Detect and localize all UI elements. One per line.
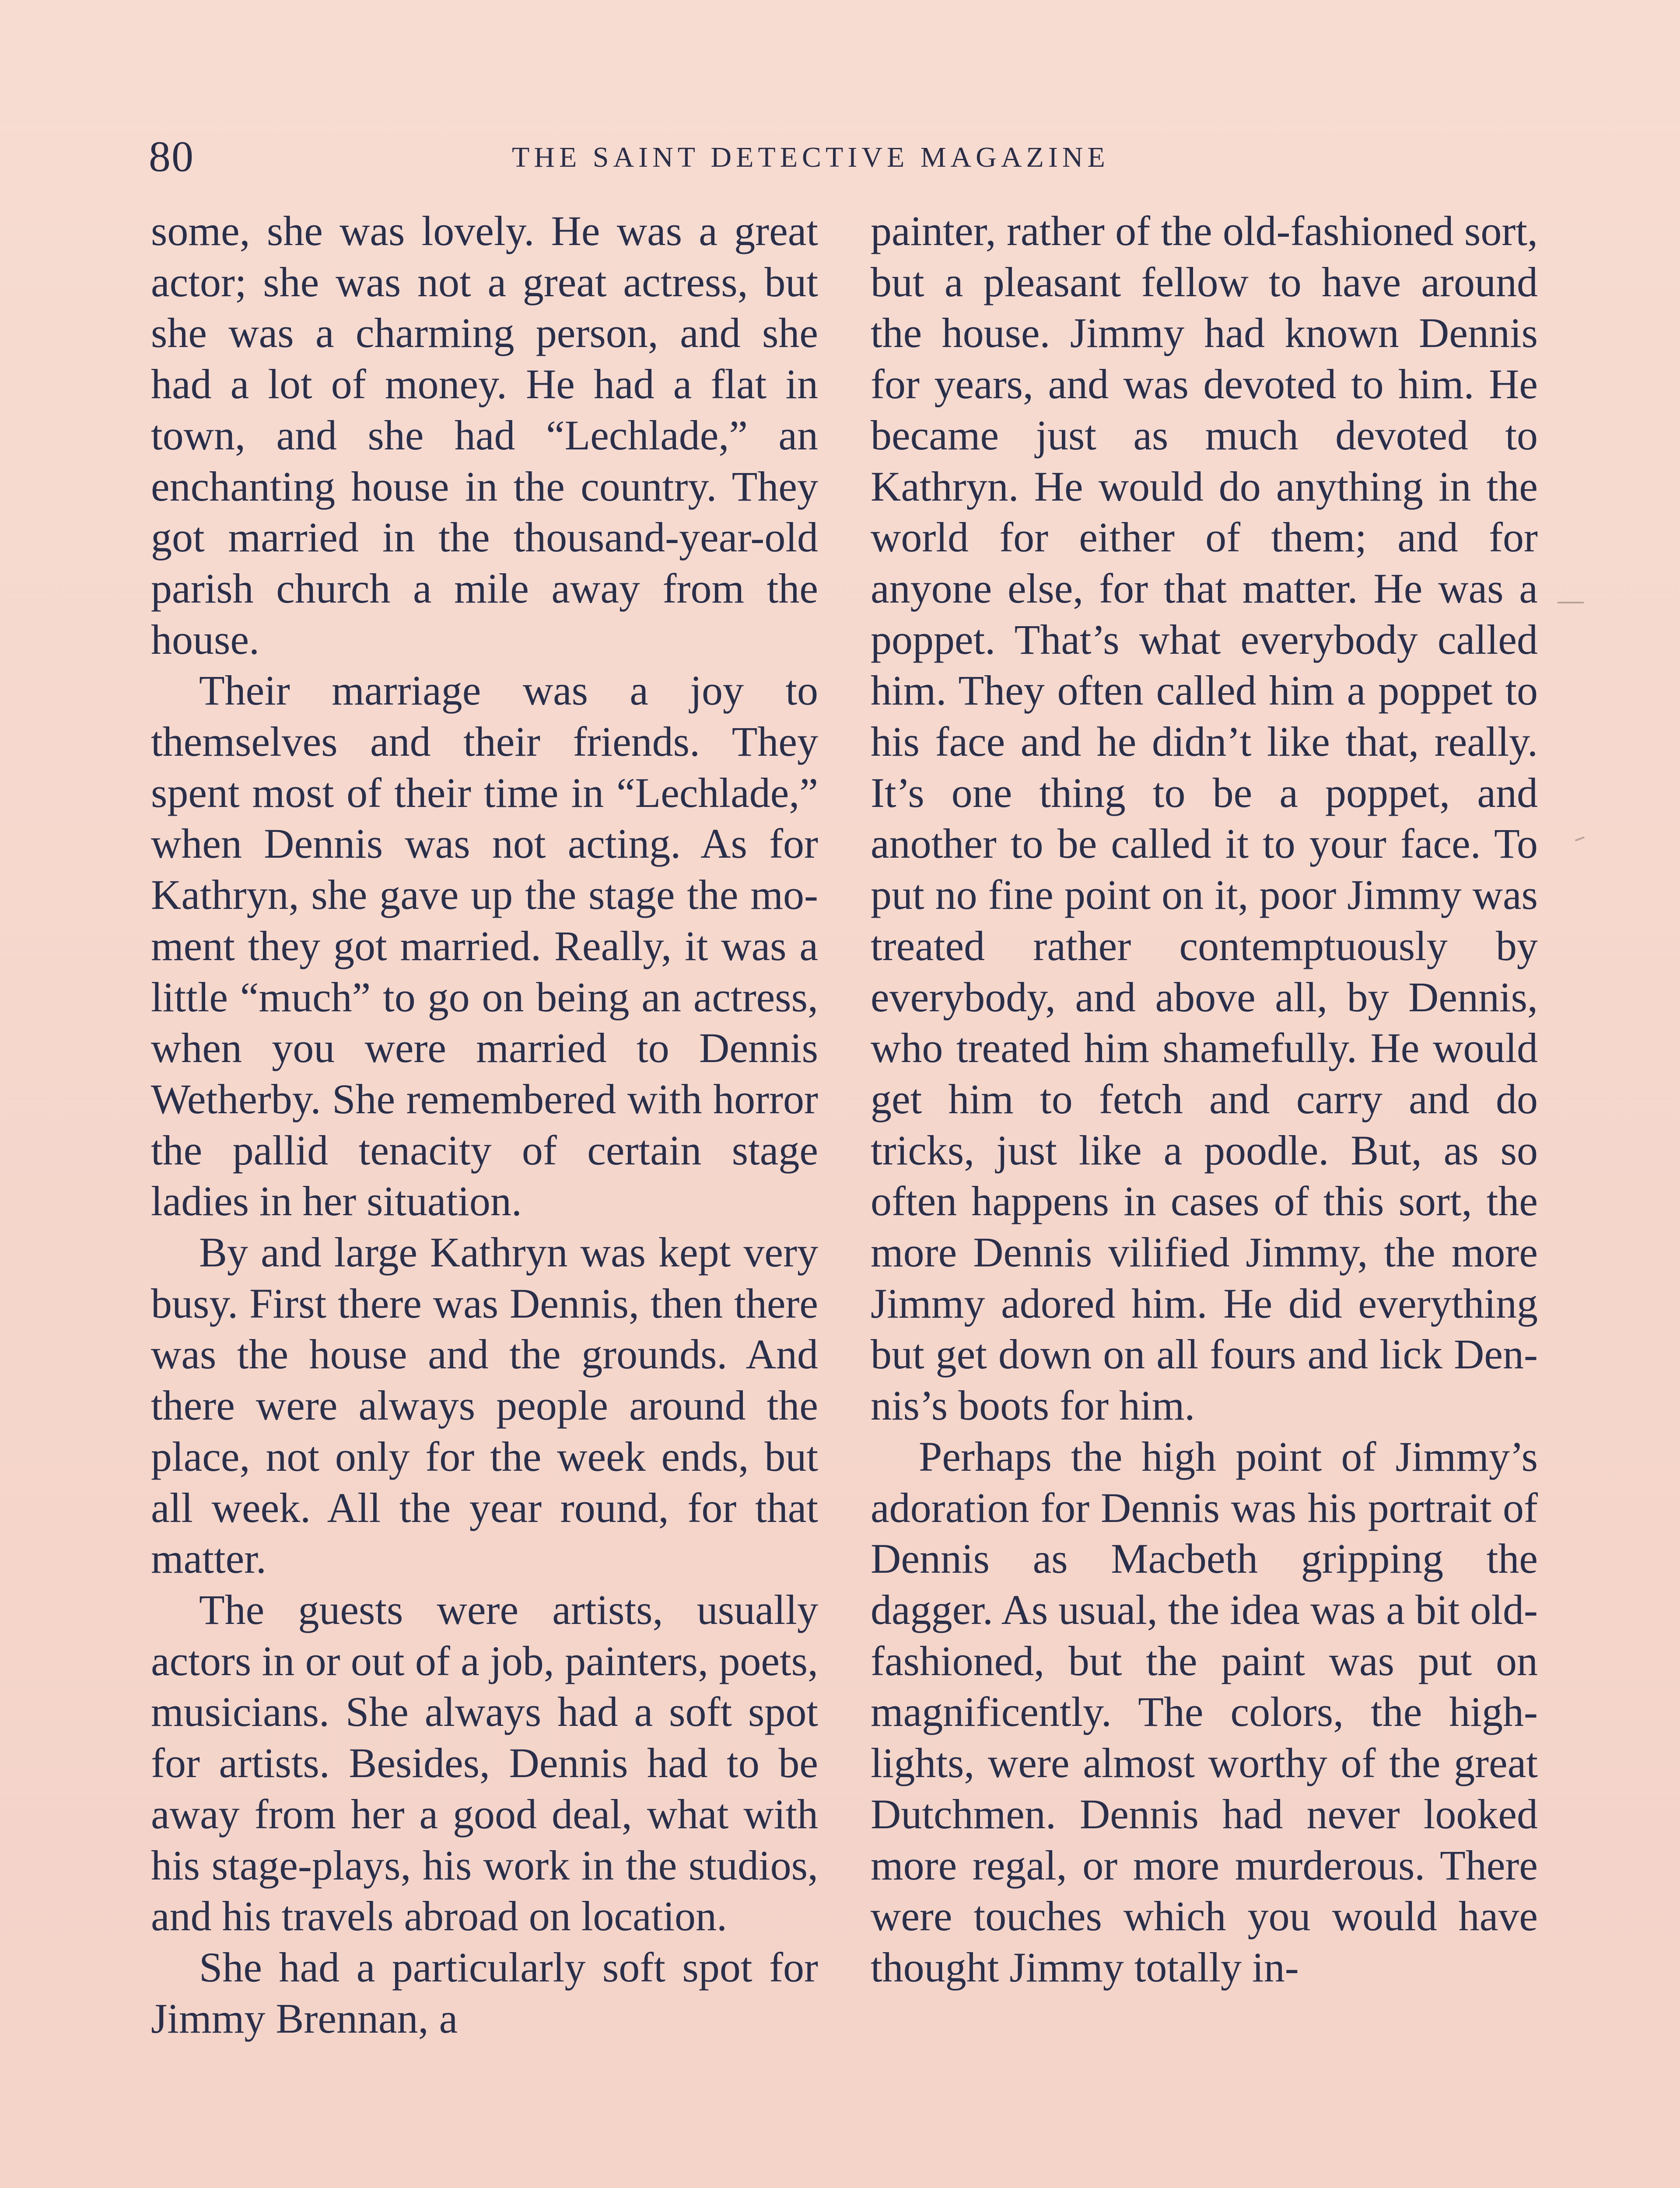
paragraph: She had a particularly soft spot for Jimmy Brennan, a — [151, 1943, 818, 2042]
paragraph: The guests were artists, usually actors in or out of a job, painters, poets, musicians. She always had a soft spot for artists. Besides, Dennis had to be away from her a good deal, what with his stage-plays, his work in the studios, and his travels abroad on location. — [151, 1586, 818, 1940]
paragraph: Perhaps the high point of Jimmy’s adoration for Dennis was his portrait of Dennis as Macbeth gripping the dagger. As usual, the idea was a bit old-fashioned, but the paint was put on magnificently. The colors, the high-lights, were almost worthy of the great Dutchmen. Dennis had never looked more regal, or more murderous. There were touches which you would have thought Jimmy totally in- — [871, 1433, 1538, 1991]
margin-mark — [1575, 836, 1585, 841]
paragraph: some, she was lovely. He was a great actor; she was not a great actress, but she was a charming person, and she had a lot of money. He had a flat in town, and she had “Lechlade,” an enchanting house in the country. They got married in the thousand-year-old parish church a mile away from the house. — [151, 207, 818, 663]
paragraph: Their marriage was a joy to themselves and their friends. They spent most of their time in “Lechlade,” when Dennis was not acting. As for Kathryn, she gave up the stage the moment they got married. Really, it was a little “much” to go on being an actress, when you were married to Dennis Wetherby. She remembered with horror the pallid tenacity of certain stage ladies in her situation. — [151, 667, 818, 1225]
paragraph: painter, rather of the old-fashioned sort, but a pleasant fellow to have around the house. Jimmy had known Dennis for years, and was devoted to him. He became just as much devoted to Kathryn. He would do anything in the world for either of them; and for anyone else, for that matter. He was a poppet. That’s what everybody called him. They often called him a poppet to his face and he didn’t like that, really. It’s one thing to be a poppet, and another to be called it to your face. To put no fine point on it, poor Jimmy was treated rather contemptuously by everybody, and above all, by Dennis, who treated him shamefully. He would get him to fetch and carry and do tricks, just like a poodle. But, as so often happens in cases of this sort, the more Dennis vilified Jimmy, the more Jimmy adored him. He did everything but get down on all fours and lick Dennis’s boots for him. — [871, 207, 1538, 1429]
page-number: 80 — [149, 132, 194, 181]
running-title: THE SAINT DETECTIVE MAGAZINE — [512, 141, 1110, 173]
margin-mark — [1558, 602, 1584, 603]
left-column — [151, 206, 818, 2044]
right-column — [871, 206, 1538, 1993]
paragraph: By and large Kathryn was kept very busy. First there was Dennis, then there was the house and the grounds. And there were always people around the place, not only for the week ends, but all week. All the year round, for that matter. — [151, 1229, 818, 1582]
page-header — [149, 131, 1549, 188]
